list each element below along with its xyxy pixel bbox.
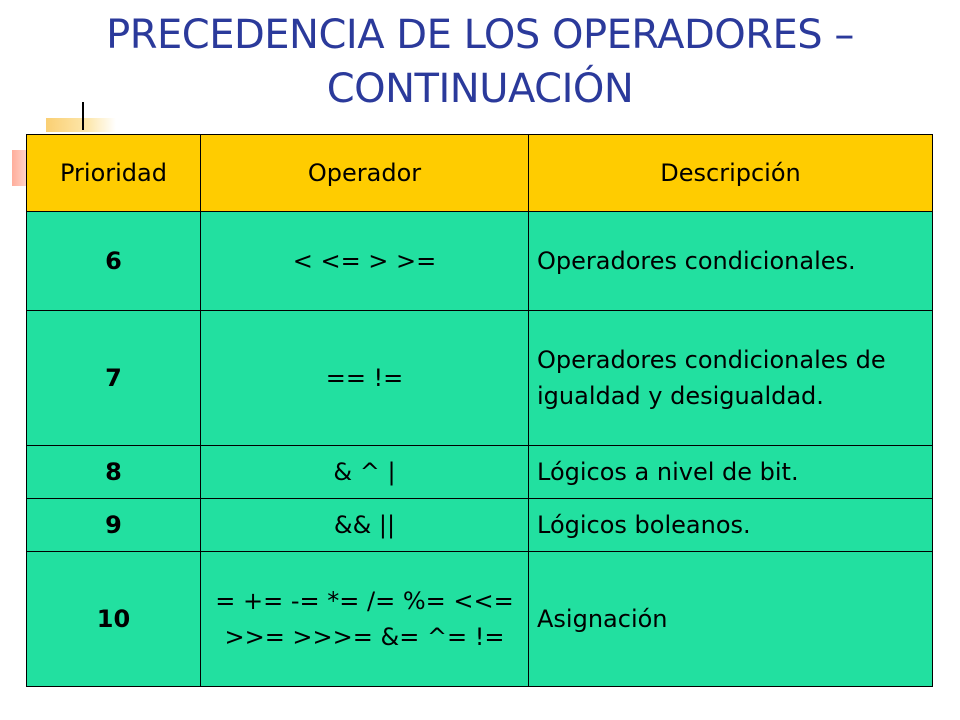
description-cell: Lógicos a nivel de bit. <box>529 446 933 499</box>
priority-cell: 9 <box>27 499 201 552</box>
operator-cell: < <= > >= <box>201 212 529 311</box>
operator-cell: & ^ | <box>201 446 529 499</box>
description-cell: Operadores condicionales. <box>529 212 933 311</box>
table-row <box>27 311 933 446</box>
table-row <box>27 552 933 687</box>
table-header-row <box>27 135 933 212</box>
operator-cell: == != <box>201 311 529 446</box>
header-operator: Operador <box>201 135 529 212</box>
priority-cell: 10 <box>27 552 201 687</box>
priority-cell: 8 <box>27 446 201 499</box>
description-cell: Operadores condicionales de igualdad y desigualdad. <box>529 311 933 446</box>
table-row <box>27 212 933 311</box>
header-priority: Prioridad <box>27 135 201 212</box>
description-cell: Asignación <box>529 552 933 687</box>
header-description: Descripción <box>529 135 933 212</box>
priority-cell: 7 <box>27 311 201 446</box>
slide-title <box>30 8 930 116</box>
operator-cell: = += -= *= /= %= <<= >>= >>>= &= ^= != <box>201 552 529 687</box>
description-cell: Lógicos boleanos. <box>529 499 933 552</box>
decorative-accent-bar <box>46 118 116 132</box>
table-row <box>27 446 933 499</box>
table-row <box>27 499 933 552</box>
operator-cell: && || <box>201 499 529 552</box>
operator-precedence-table <box>26 134 933 687</box>
slide-title-line-2: CONTINUACIÓN <box>326 66 634 112</box>
slide-title-line-1: PRECEDENCIA DE LOS OPERADORES – <box>106 12 854 58</box>
priority-cell: 6 <box>27 212 201 311</box>
